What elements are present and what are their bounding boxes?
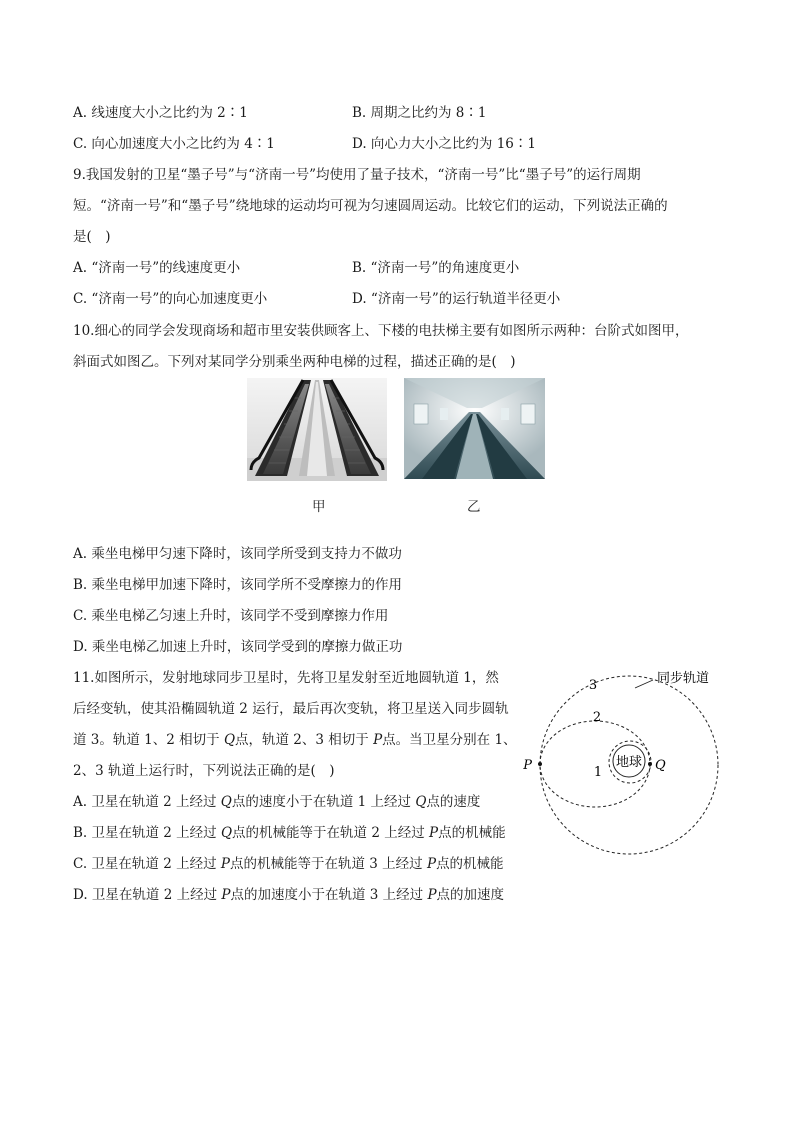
point-p-label: P: [427, 887, 437, 903]
q11-stem-text: 道 3。轨道 1、2 相切于: [73, 732, 224, 748]
q8-option-d: D. 向心力大小之比约为 16∶1: [352, 136, 536, 152]
option-text: 点的机械能: [436, 856, 504, 872]
q9-option-a: A. “济南一号”的线速度更小: [73, 260, 241, 276]
point-p-label: P: [373, 732, 383, 748]
option-text: 点的速度小于在轨道 1 上经过: [231, 794, 416, 810]
q11-option-c: [73, 855, 504, 873]
option-text: B. 卫星在轨道 2 上经过: [73, 825, 221, 841]
q10-option-a: A. 乘坐电梯甲匀速下降时，该同学所受到支持力不做功: [73, 546, 402, 562]
q11-stem-line2: 后经变轨，使其沿椭圆轨道 2 运行，最后再次变轨，将卫星送入同步圆轨: [73, 701, 509, 717]
walkway-photo-yi: [404, 378, 545, 479]
orbit-2-label: 2: [592, 710, 602, 725]
escalator-photo-jia: [247, 378, 387, 481]
point-p-dot: [538, 762, 542, 766]
point-p-label: P: [220, 856, 230, 872]
option-text: 点的速度: [426, 794, 481, 810]
point-q-label: Q: [223, 732, 236, 748]
q10-option-c: C. 乘坐电梯乙匀速上升时，该同学不受到摩擦力作用: [73, 608, 389, 624]
orbit-diagram: [520, 660, 740, 860]
q11-option-b: [73, 824, 506, 842]
option-text: 点的加速度: [436, 887, 505, 903]
earth-label: 地球: [615, 755, 643, 770]
q11-stem-line1: 11.如图所示，发射地球同步卫星时，先将卫星发射至近地圆轨道 1，然: [73, 670, 499, 686]
point-p-label: P: [221, 887, 231, 903]
option-text: 点的机械能等于在轨道 2 上经过: [232, 825, 430, 841]
q11-stem-text: 点，轨道 2、3 相切于: [235, 732, 374, 748]
q11-option-d: [73, 886, 504, 904]
point-q-dot: [648, 762, 652, 766]
option-text: D. 卫星在轨道 2 上经过: [73, 887, 222, 903]
point-q-label: Q: [220, 825, 233, 841]
q8-option-c: C. 向心加速度大小之比约为 4∶1: [73, 136, 275, 152]
option-text: C. 卫星在轨道 2 上经过: [73, 856, 221, 872]
sync-orbit-leader: [635, 680, 653, 688]
q11-stem-line4: 2、3 轨道上运行时，下列说法正确的是( ): [73, 763, 335, 779]
option-text: 点的机械能: [438, 825, 506, 841]
option-text: A. 卫星在轨道 2 上经过: [73, 794, 221, 810]
q10-option-b: B. 乘坐电梯甲加速下降时，该同学所不受摩擦力的作用: [73, 577, 403, 593]
point-q-label: Q: [220, 794, 232, 810]
point-p-label: P: [429, 825, 439, 841]
point-p-label: P: [426, 856, 437, 872]
q9-option-d: D. “济南一号”的运行轨道半径更小: [352, 291, 561, 307]
q9-stem-line1: 9.我国发射的卫星“墨子号”与“济南一号”均使用了量子技术，“济南一号”比“墨子号”的运行周期: [73, 167, 641, 183]
q11-option-a: [73, 793, 480, 811]
q11-stem-line3: [73, 731, 517, 749]
q10-stem-line1: 10.细心的同学会发现商场和超市里安装供顾客上、下楼的电扶梯主要有如图所示两种：台阶式如图甲，: [73, 323, 689, 339]
q8-option-b: B. 周期之比约为 8∶1: [352, 105, 487, 121]
q9-option-c: C. “济南一号”的向心加速度更小: [73, 291, 268, 307]
orbit-1-label: 1: [593, 765, 603, 780]
q9-option-b: B. “济南一号”的角速度更小: [352, 260, 520, 276]
diagram-label-q: Q: [655, 758, 666, 773]
diagram-label-p: P: [523, 758, 532, 773]
q10-option-d: D. 乘坐电梯乙加速上升时，该同学受到的摩擦力做正功: [73, 639, 403, 655]
option-text: 点的加速度小于在轨道 3 上经过: [230, 887, 428, 903]
q8-option-a: A. 线速度大小之比约为 2∶1: [73, 105, 248, 121]
caption-yi: 乙: [467, 499, 481, 515]
orbit-3-label: 3: [588, 678, 598, 693]
q11-stem-text: 点。当卫星分别在 1、: [382, 732, 517, 748]
q10-stem-line2: 斜面式如图乙。下列对某同学分别乘坐两种电梯的过程，描述正确的是( ): [73, 354, 516, 370]
point-q-label: Q: [415, 794, 427, 810]
sync-orbit-label: 同步轨道: [657, 671, 710, 686]
q9-stem-line3: 是( ): [73, 229, 111, 245]
option-text: 点的机械能等于在轨道 3 上经过: [230, 856, 427, 872]
caption-jia: 甲: [312, 499, 326, 515]
q9-stem-line2: 短。“济南一号”和“墨子号”绕地球的运动均可视为匀速圆周运动。比较它们的运动，下列说法正确的: [73, 198, 668, 214]
